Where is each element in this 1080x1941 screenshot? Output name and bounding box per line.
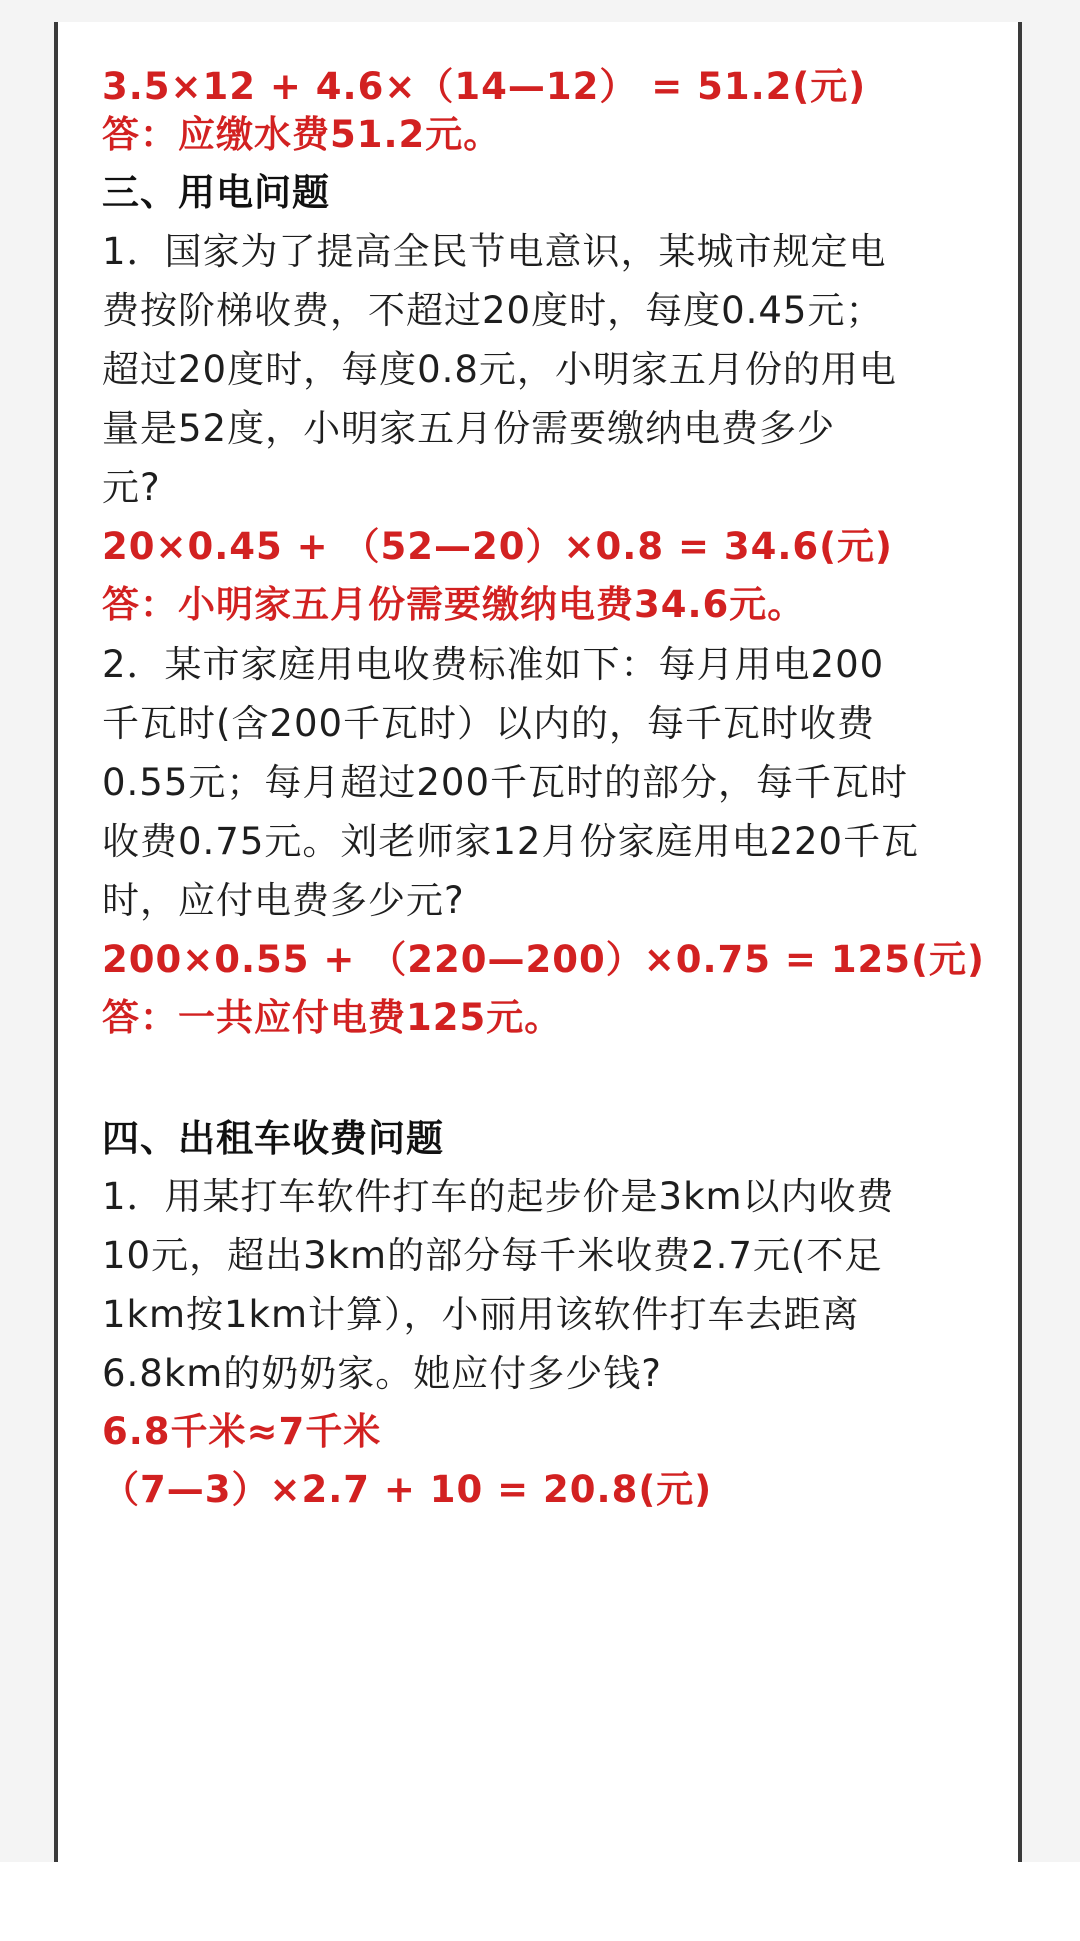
problem-text-line: 10元，超出3km的部分每千米收费2.7元(不足 [102,1234,883,1277]
answer-electricity-2: 答：一共应付电费125元。 [102,996,563,1039]
problem-text-line: 收费0.75元。刘老师家12月份家庭用电220千瓦 [102,820,920,863]
bottom-strip [0,1862,1080,1941]
problem-text-line: 1km按1km计算），小丽用该软件打车去距离 [102,1293,860,1336]
answer-water: 答：应缴水费51.2元。 [102,113,502,156]
problem-text-line: 元? [102,466,161,509]
section-heading-taxi: 四、出租车收费问题 [102,1117,444,1160]
answer-formula-water: 3.5×12 + 4.6×（14—12） = 51.2(元) [102,65,867,108]
answer-electricity-1: 答：小明家五月份需要缴纳电费34.6元。 [102,583,806,626]
answer-formula-taxi: （7—3）×2.7 + 10 = 20.8(元) [102,1468,713,1511]
section-heading-electricity: 三、用电问题 [102,171,330,214]
answer-formula-electricity-2: 200×0.55 + （220—200）×0.75 = 125(元) [102,938,985,981]
problem-text-line: 时，应付电费多少元? [102,879,465,922]
problem-text-line: 量是52度，小明家五月份需要缴纳电费多少 [102,407,836,450]
problem-text-line: 1．用某打车软件打车的起步价是3km以内收费 [102,1175,895,1218]
answer-formula-electricity-1: 20×0.45 + （52—20）×0.8 = 34.6(元) [102,525,893,568]
problem-text-line: 6.8km的奶奶家。她应付多少钱? [102,1352,662,1395]
problem-text-line: 超过20度时，每度0.8元，小明家五月份的用电 [102,348,897,391]
answer-distance-round: 6.8千米≈7千米 [102,1410,382,1453]
problem-text-line: 0.55元；每月超过200千瓦时的部分，每千瓦时 [102,761,909,804]
problem-text-line: 1．国家为了提高全民节电意识，某城市规定电 [102,230,887,273]
problem-text-line: 2．某市家庭用电收费标准如下：每月用电200 [102,643,885,686]
problem-text-line: 千瓦时(含200千瓦时）以内的，每千瓦时收费 [102,702,876,745]
problem-text-line: 费按阶梯收费，不超过20度时，每度0.45元； [102,289,884,332]
document-page [54,22,1022,1862]
